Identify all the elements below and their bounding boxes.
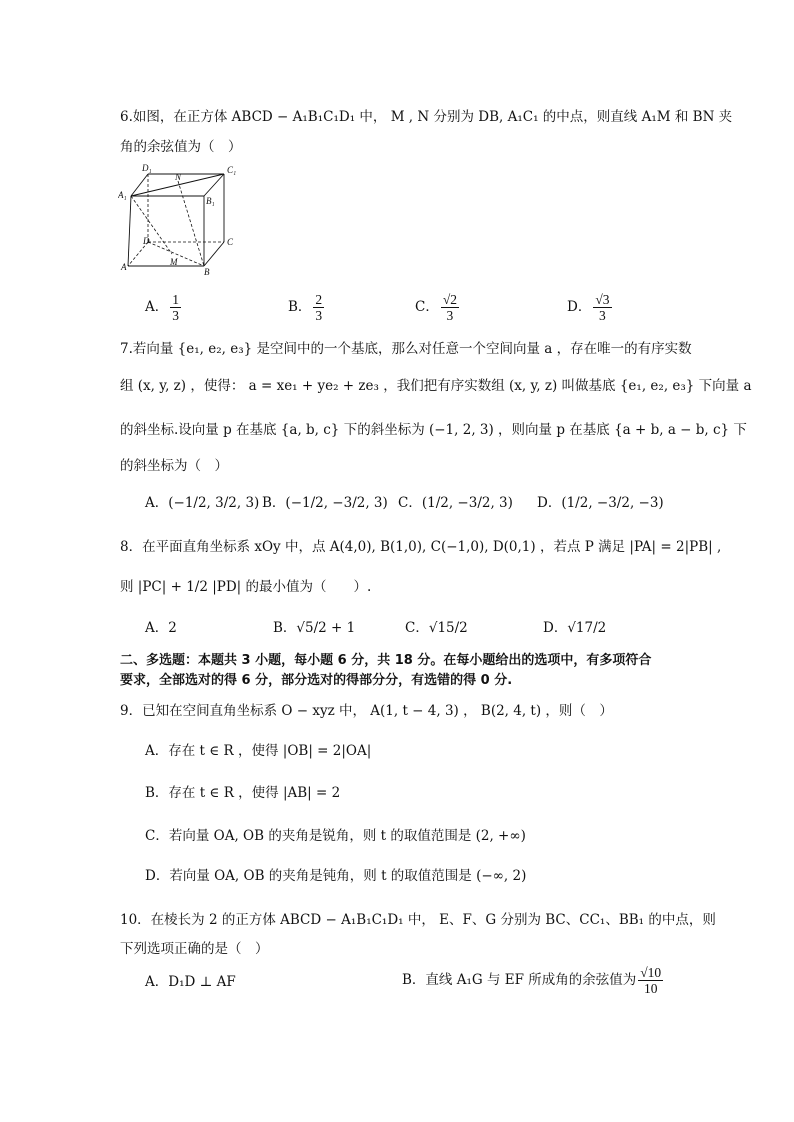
label-D: D [143,236,150,246]
q7-option-d[interactable] [537,493,664,513]
q8-option-c-label: C． [405,620,429,636]
q9-option-b[interactable] [145,783,340,803]
q7-option-c[interactable] [398,493,513,513]
cube-figure [118,162,243,277]
q6-option-c[interactable] [415,292,461,323]
label-A: A [121,262,127,272]
q9-option-b-text: 存在 t ∈ R ，使得 |AB| = 2 [168,785,341,801]
q7-option-d-value: (1/2, −3/2, −3) [561,495,664,511]
q9-option-d[interactable] [145,866,526,886]
q10-option-b-label: B． [402,972,426,988]
q9-option-d-text: 若向量 OA, OB 的夹角是钝角，则 t 的取值范围是 (−∞, 2) [169,868,527,884]
label-B1: B₁ [206,196,215,206]
label-B: B [204,267,210,277]
q8-option-a[interactable] [145,618,177,638]
q6-option-b-label: B． [288,299,312,315]
q9-option-c-label: C． [145,828,169,844]
label-A1: A₁ [118,190,127,200]
q7-option-a-label: A． [145,495,169,511]
q10-option-a[interactable] [145,972,236,992]
q8-stem-line1: 8．在平面直角坐标系 xOy 中，点 A(4,0), B(1,0), C(−1,0), D(0,1) ，若点 P 满足 |PA| = 2|PB| , [120,539,722,555]
q10-option-a-text: D₁D ⊥ AF [168,974,236,990]
q8-option-c-value: √15/2 [428,620,468,636]
q9-option-c-text: 若向量 OA, OB 的夹角是锐角，则 t 的取值范围是 (2, +∞) [168,828,526,844]
section2-heading-line2: 要求，全部选对的得 6 分，部分选对的得部分分，有选错的得 0 分. [120,673,513,688]
q9-option-d-label: D． [145,868,170,884]
q8-option-b[interactable] [273,618,355,638]
q10-stem-line1: 10．在棱长为 2 的正方体 ABCD − A₁B₁C₁D₁ 中， E、F、G 分别为 BC、CC₁、BB₁ 的中点，则 [120,912,716,928]
q8-option-a-value: 2 [168,620,177,636]
q8-option-a-label: A． [145,620,169,636]
label-C1: C₁ [227,165,237,175]
q7-option-a[interactable] [145,493,259,513]
q6-option-c-label: C． [415,299,439,315]
q9-option-b-label: B． [145,785,169,801]
q10-option-b-den: 10 [643,981,658,996]
q7-option-c-value: (1/2, −3/2, 3) [421,495,513,511]
q7-stem-line3: 的斜坐标.设向量 p 在基底 {a, b, c} 下的斜坐标为 (−1, 2, 3) ，则向量 p 在基底 {a + b, a − b, c} 下 [120,422,747,438]
q10-stem-line2: 下列选项正确的是（ ） [120,941,269,957]
q10-option-a-label: A． [145,974,169,990]
q6-option-b-den: 3 [315,308,323,323]
q6-option-d-num: √3 [595,292,610,307]
q8-stem-line2: 则 |PC| + 1/2 |PD| 的最小值为（ ）. [120,579,372,595]
q6-option-b[interactable] [288,292,326,323]
q6-option-a-num: 1 [172,292,179,307]
label-N: N [175,172,182,182]
q8-option-b-label: B． [273,620,297,636]
q6-option-a-den: 3 [172,308,179,323]
q7-stem-line4: 的斜坐标为（ ） [120,458,228,474]
q6-option-d-label: D． [567,299,592,315]
label-C: C [227,237,234,247]
q6-option-c-den: 3 [446,308,454,323]
label-M: M [170,257,178,267]
q7-option-b[interactable] [262,493,388,513]
q7-option-b-value: (−1/2, −3/2, 3) [285,495,388,511]
section2-heading-line1: 二、多选题：本题共 3 小题，每小题 6 分，共 18 分。在每小题给出的选项中，有多项符合 [120,653,652,668]
q6-option-d-den: 3 [599,308,606,323]
q9-option-c[interactable] [145,826,526,846]
q8-option-c[interactable] [405,618,468,638]
q6-stem-line1: 6.如图，在正方体 ABCD − A₁B₁C₁D₁ 中， M , N 分别为 DB, A₁C₁ 的中点，则直线 A₁M 和 BN 夹 [120,109,733,125]
q9-option-a-label: A． [145,743,169,759]
q9-option-a-text: 存在 t ∈ R ，使得 |OB| = 2|OA| [168,743,372,759]
q7-option-d-label: D． [537,495,562,511]
q6-option-b-num: 2 [315,292,323,307]
q10-option-b-text: 直线 A₁G 与 EF 所成角的余弦值为 [425,972,637,988]
q7-stem-line2: 组 (x, y, z) ，使得： a = xe₁ + ye₂ + ze₃ ，我们把有序实数组 (x, y, z) 叫做基底 {e₁, e₂, e₃} 下向量 a [120,378,752,394]
q6-option-c-num: √2 [442,292,458,307]
q8-option-d-label: D． [543,620,568,636]
q10-option-b-num: √10 [640,965,662,980]
q6-option-a[interactable] [145,292,183,323]
q6-option-a-label: A． [145,299,169,315]
q6-option-d[interactable] [567,292,614,323]
q7-option-a-value: (−1/2, 3/2, 3) [168,495,260,511]
q8-option-d[interactable] [543,618,606,638]
q9-option-a[interactable] [145,741,371,761]
label-D1: D₁ [142,163,152,173]
q9-stem: 9．已知在空间直角坐标系 O − xyz 中， A(1, t − 4, 3) ， B(2, 4, t) ，则（ ） [120,703,613,719]
q8-option-b-value: √5/2 + 1 [296,620,356,636]
q8-option-d-value: √17/2 [567,620,607,636]
q7-stem-line1: 7.若向量 {e₁, e₂, e₃} 是空间中的一个基底，那么对任意一个空间向量 a ，存在唯一的有序实数 [120,341,692,357]
q10-option-b[interactable] [402,965,665,996]
q7-option-c-label: C． [398,495,422,511]
q6-stem-line2: 角的余弦值为（ ） [120,139,242,155]
q7-option-b-label: B． [262,495,286,511]
